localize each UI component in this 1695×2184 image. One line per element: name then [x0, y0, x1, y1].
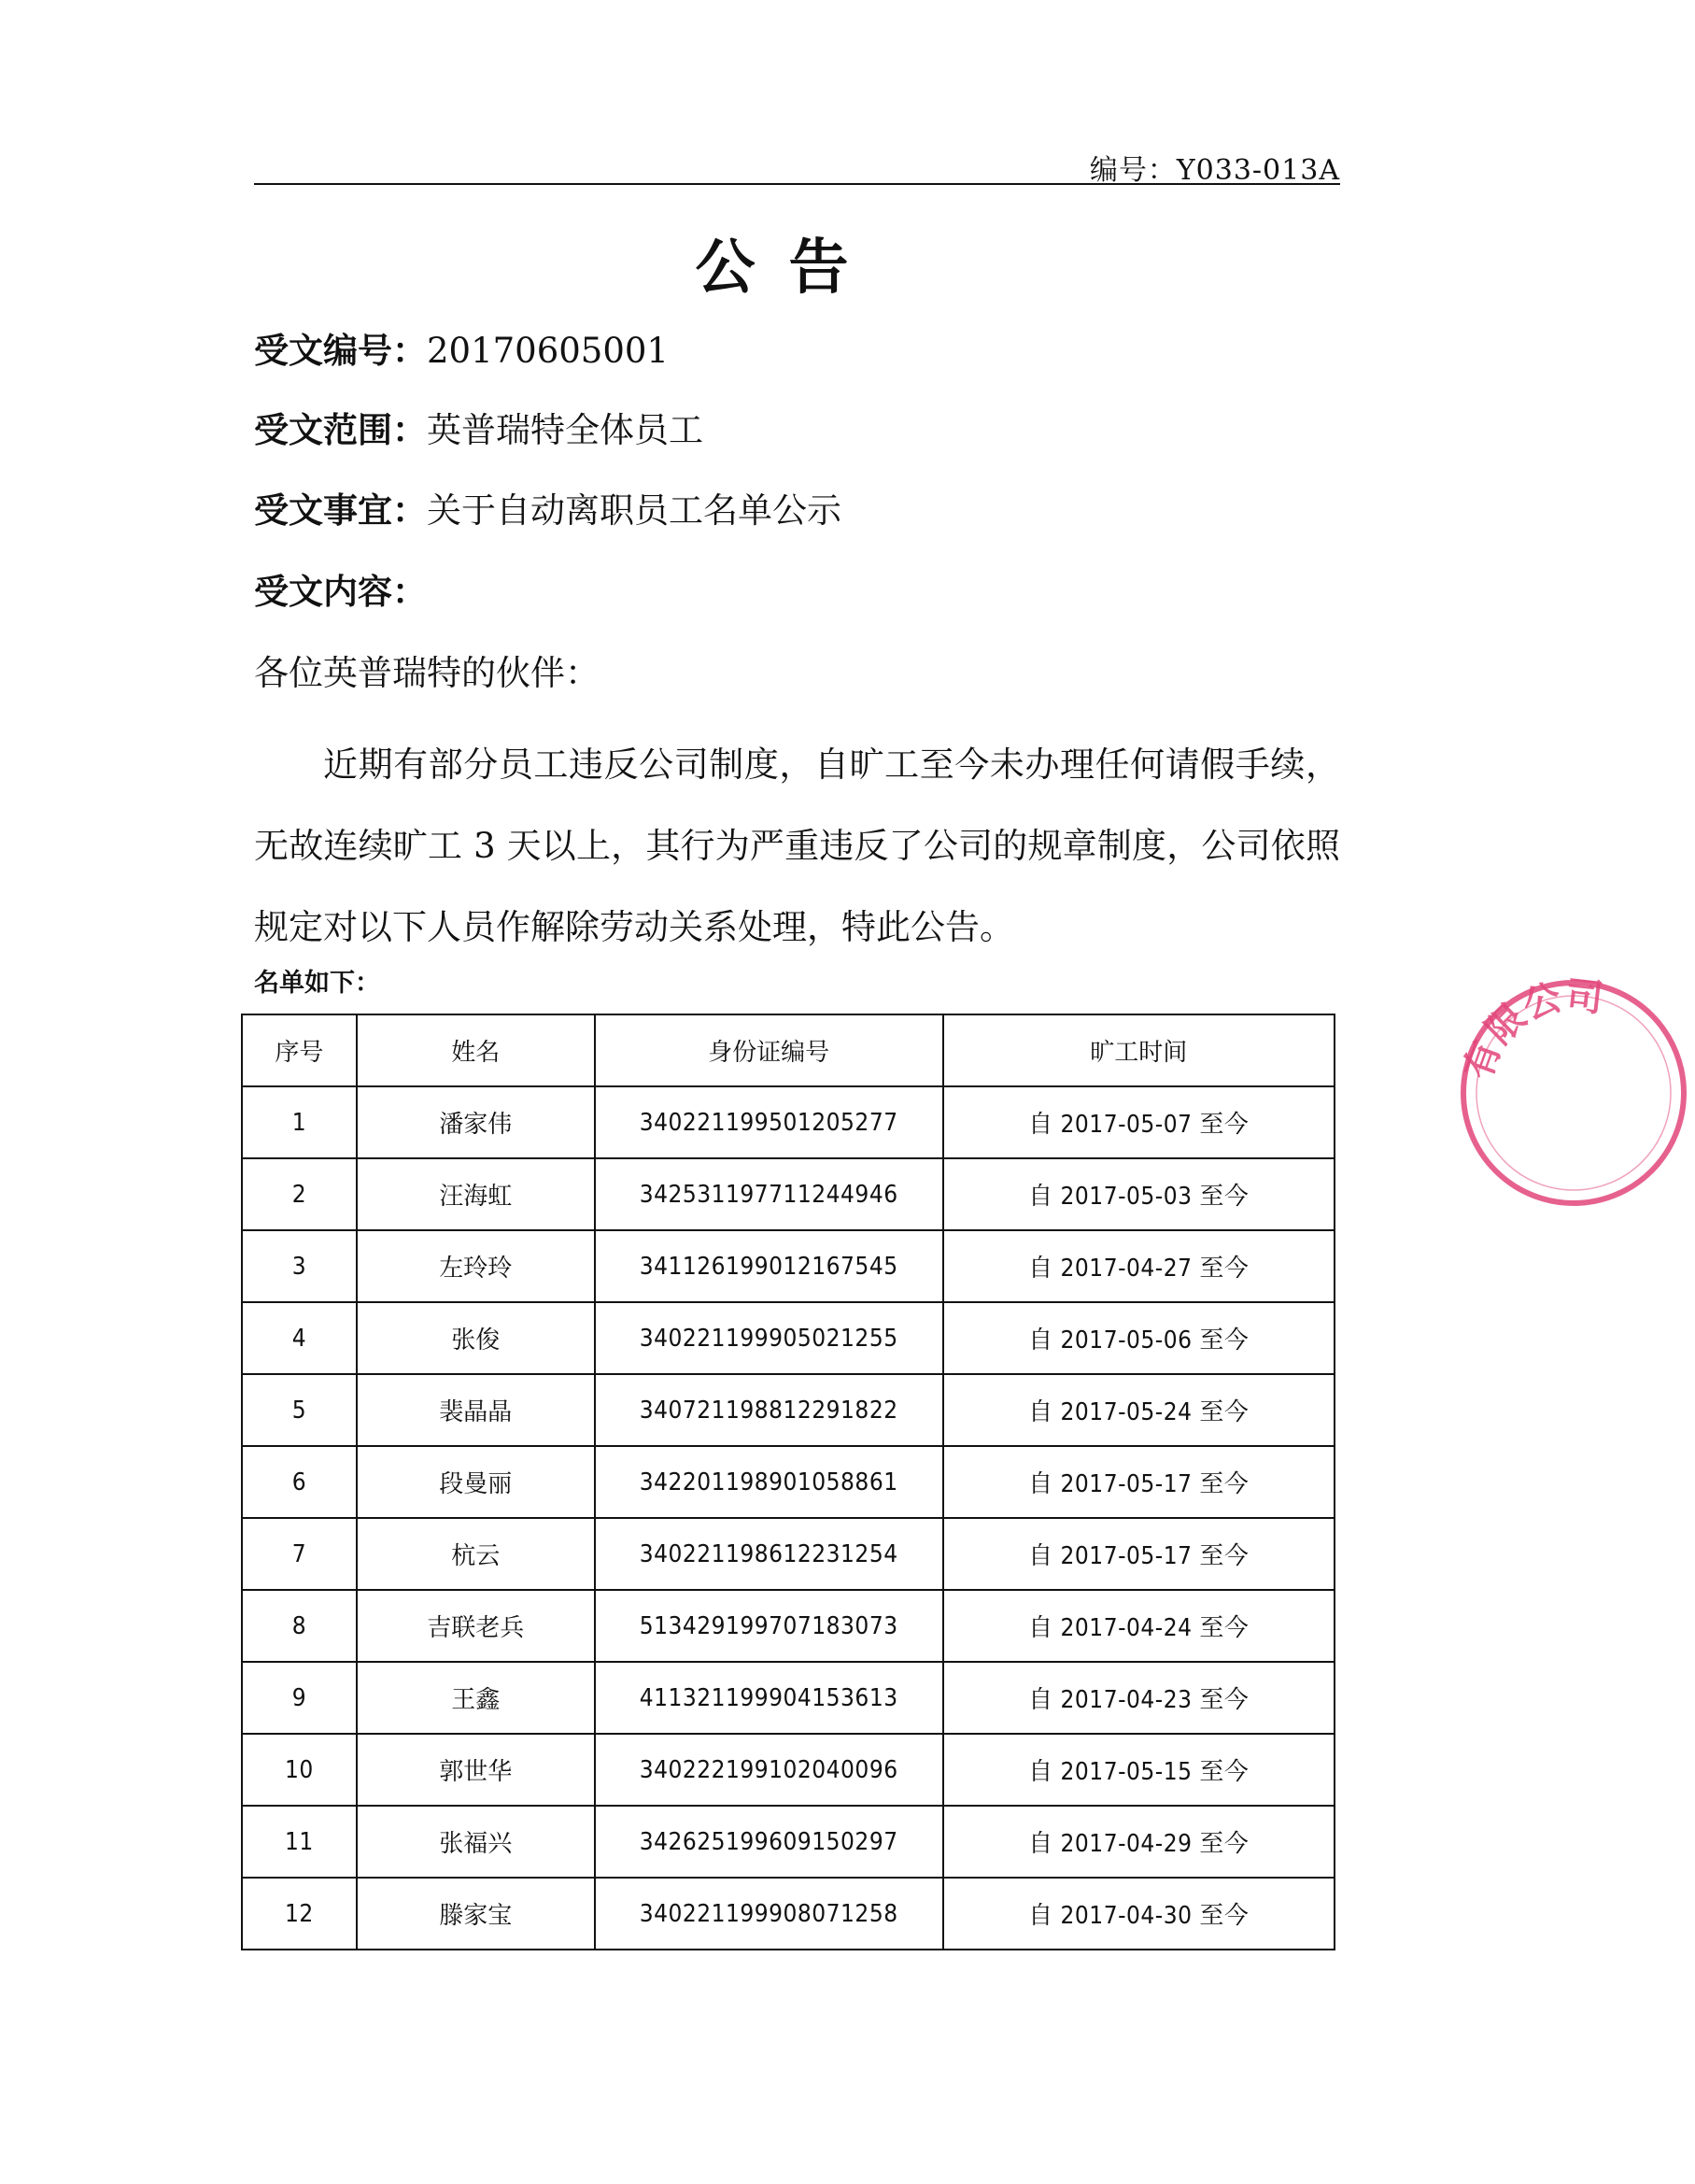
table-header-row	[242, 1014, 1335, 1086]
seq-cell: 3	[242, 1230, 357, 1302]
name-cell: 裴晶晶	[357, 1374, 595, 1446]
page-title: 公告	[695, 233, 883, 303]
field-value: 20170605001	[427, 331, 669, 371]
employee-table	[241, 1014, 1335, 1950]
table-row	[242, 1230, 1335, 1302]
id-number-cell: 340221199905021255	[595, 1302, 943, 1374]
seq-cell: 7	[242, 1518, 357, 1590]
field-label: 受文范围：	[254, 409, 427, 450]
absence-time-cell: 自 2017-05-24 至今	[943, 1374, 1335, 1446]
absence-time-cell: 自 2017-04-27 至今	[943, 1230, 1335, 1302]
name-cell: 汪海虹	[357, 1158, 595, 1230]
seq-cell: 9	[242, 1662, 357, 1734]
absence-time-cell: 自 2017-04-24 至今	[943, 1590, 1335, 1662]
id-number-cell: 341126199012167545	[595, 1230, 943, 1302]
table-row	[242, 1734, 1335, 1806]
field-scope	[254, 402, 703, 452]
table-row	[242, 1662, 1335, 1734]
id-number-cell: 340221198612231254	[595, 1518, 943, 1590]
name-cell: 杭云	[357, 1518, 595, 1590]
id-number-cell: 340221199908071258	[595, 1878, 943, 1950]
table-row	[242, 1590, 1335, 1662]
table-row	[242, 1446, 1335, 1518]
name-cell: 张福兴	[357, 1806, 595, 1878]
absence-time-cell: 自 2017-05-17 至今	[943, 1518, 1335, 1590]
seq-cell: 1	[242, 1086, 357, 1158]
field-subject	[254, 482, 841, 532]
field-label: 受文编号：	[254, 330, 427, 371]
header-name: 姓名	[357, 1014, 595, 1086]
table-row	[242, 1302, 1335, 1374]
absence-time-cell: 自 2017-05-07 至今	[943, 1086, 1335, 1158]
name-cell: 吉联老兵	[357, 1590, 595, 1662]
id-number-cell: 411321199904153613	[595, 1662, 943, 1734]
seq-cell: 5	[242, 1374, 357, 1446]
svg-text:有限公司	[1457, 974, 1605, 1085]
field-document-number	[254, 322, 669, 373]
seq-cell: 10	[242, 1734, 357, 1806]
header-time: 旷工时间	[943, 1014, 1335, 1086]
field-value: 英普瑞特全体员工	[427, 410, 703, 450]
seq-cell: 2	[242, 1158, 357, 1230]
seq-cell: 8	[242, 1590, 357, 1662]
field-content	[254, 563, 427, 614]
field-label: 受文内容：	[254, 571, 427, 612]
table-row	[242, 1374, 1335, 1446]
id-number-cell: 513429199707183073	[595, 1590, 943, 1662]
absence-time-cell: 自 2017-05-17 至今	[943, 1446, 1335, 1518]
name-cell: 段曼丽	[357, 1446, 595, 1518]
table-body	[242, 1086, 1335, 1950]
header-id: 身份证编号	[595, 1014, 943, 1086]
name-cell: 王鑫	[357, 1662, 595, 1734]
id-number-cell: 340721198812291822	[595, 1374, 943, 1446]
company-seal	[1452, 971, 1695, 1214]
list-heading: 名单如下：	[254, 969, 380, 998]
field-label: 受文事宜：	[254, 489, 427, 531]
table-row	[242, 1158, 1335, 1230]
name-cell: 潘家伟	[357, 1086, 595, 1158]
field-value: 关于自动离职员工名单公示	[427, 490, 841, 531]
table-row	[242, 1518, 1335, 1590]
table-row	[242, 1086, 1335, 1158]
seal-text: 有限公司	[1456, 973, 1605, 1085]
table-row	[242, 1878, 1335, 1950]
absence-time-cell: 自 2017-04-30 至今	[943, 1878, 1335, 1950]
table-row	[242, 1806, 1335, 1878]
id-number-cell: 340221199501205277	[595, 1086, 943, 1158]
id-number-cell: 342531197711244946	[595, 1158, 943, 1230]
seq-cell: 6	[242, 1446, 357, 1518]
greeting: 各位英普瑞特的伙伴：	[254, 653, 600, 693]
absence-time-cell: 自 2017-04-29 至今	[943, 1806, 1335, 1878]
header-divider	[254, 183, 1340, 185]
name-cell: 滕家宝	[357, 1878, 595, 1950]
id-number-cell: 342625199609150297	[595, 1806, 943, 1878]
absence-time-cell: 自 2017-04-23 至今	[943, 1662, 1335, 1734]
seq-cell: 4	[242, 1302, 357, 1374]
absence-time-cell: 自 2017-05-03 至今	[943, 1158, 1335, 1230]
header-seq: 序号	[242, 1014, 357, 1086]
name-cell: 左玲玲	[357, 1230, 595, 1302]
name-cell: 张俊	[357, 1302, 595, 1374]
absence-time-cell: 自 2017-05-06 至今	[943, 1302, 1335, 1374]
body-paragraph: 近期有部分员工违反公司制度，自旷工至今未办理任何请假手续，无故连续旷工 3 天以上，其行为严重违反了公司的规章制度，公司依照规定对以下人员作解除劳动关系处理，特此公告。	[254, 745, 1340, 947]
document-number: 编号：Y033-013A	[1089, 154, 1340, 187]
seq-cell: 11	[242, 1806, 357, 1878]
id-number-cell: 340222199102040096	[595, 1734, 943, 1806]
id-number-cell: 342201198901058861	[595, 1446, 943, 1518]
name-cell: 郭世华	[357, 1734, 595, 1806]
seq-cell: 12	[242, 1878, 357, 1950]
absence-time-cell: 自 2017-05-15 至今	[943, 1734, 1335, 1806]
